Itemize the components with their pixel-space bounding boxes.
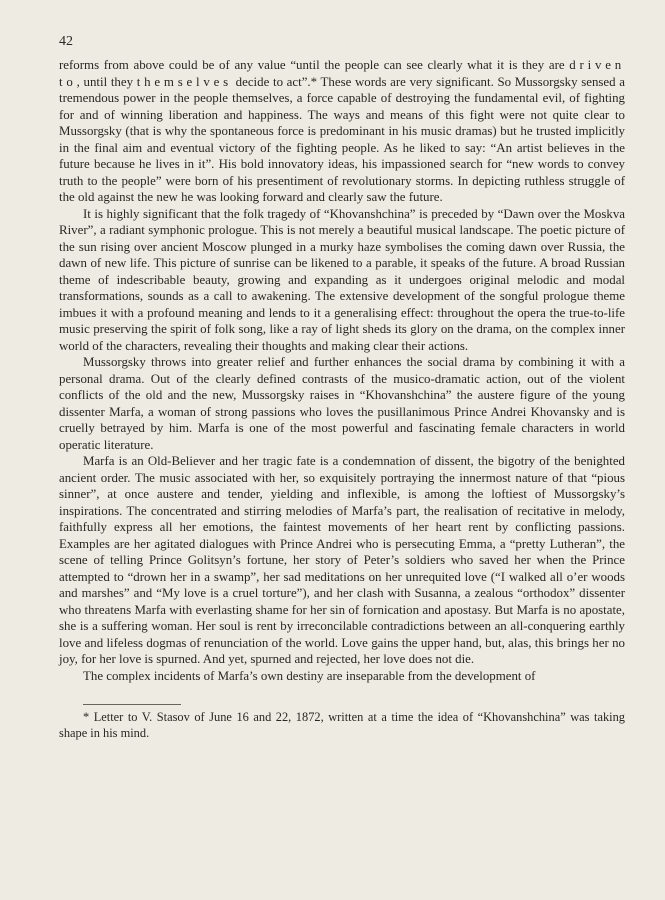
paragraph-4: Marfa is an Old-Believer and her tragic fate is a condemnation of dissent, the bigotry of the benighted ancient order. The music associated with her, so exquisitely portraying the innermost nature of that “pious sinner”, at once austere and tender, yielding and inflexible, is among the loftiest of Mussorgsky’s inspirations. The concentrated and stirring melodies of Marfa’s part, the realisation of recitative in melody, faithfully express all her emotions, the faintest movements of her heart rent by conflicting passions. Examples are her agitated dialogues with Prince Andrei who is persecuting Emma, a “pretty Lutheran”, the scene of telling Prince Golitsyn’s fortune, her story of Peter’s soldiers who saved her when the Prince attempted to “drown her in a swamp”, her sad meditations on her unrequited love (“I walked all o’er woods and marshes” and “My love is a cruel torture”), and her clash with Susanna, a zealous “orthodox” dissenter who threatens Marfa with everlasting shame for her sin of fornication and apostasy. But Marfa is no apostate, she is a suffering woman. Her soul is rent by irreconcilable contradictions between an all-conquering earthly love and lifeless dogmas of renunciation of the world. Love gains the upper hand, but, alas, this brings her no joy, for her love is spurned. And yet, spurned and rejected, her love does not die.: [59, 454, 625, 666]
body-text: [59, 57, 625, 684]
paragraph-1: [59, 57, 625, 206]
footnote-divider: [83, 704, 181, 705]
spaced-emphasis-driven-to: driven to: [59, 58, 625, 89]
page-number: 42: [59, 34, 73, 49]
paragraph-1-text-c: decide to act”.* These words are very significant. So Mussorgsky sensed a tremendous power in the people themselves, a force capable of destroying the fundamental evil, of fighting for and of winning liberation and happiness. The ways and means of this fight were not quite clear to Mussorgsky (that is why the spontaneous force is predominant in his music dramas) but he trusted implicitly in the final aim and eventual victory of the fighting people. As he liked to say: “An artist believes in the future because he lives in it”. His bold innovatory ideas, his impassioned search for “new words to convey truth to the people” were born of his presentiment of revolutionary storms. In depicting ruthless struggle of the old against the new he was looking forward and clearly saw the future.: [59, 74, 625, 204]
paragraph-1-text-a: reforms from above could be of any value “until the people can see clearly what it is they are: [59, 58, 570, 72]
paragraph-5: The complex incidents of Marfa’s own destiny are inseparable from the development of: [83, 668, 536, 683]
paragraph-2: It is highly significant that the folk tragedy of “Khovanshchina” is preceded by “Dawn over the Moskva River”, a radiant symphonic prologue. This is not merely a beautiful musical landscape. The poetic picture of the sun rising over ancient Moscow plunged in a murky haze symbolises the coming dawn over Russia, the dawn of new life. This picture of sunrise can be likened to a parable, it speaks of the future. A broad Russian theme of indescribable beauty, growing and expanding as it undergoes original melodic and modal transformations, sounds as a call to awakening. The extensive development of the songful prologue theme imbues it with a profound meaning and lends to it a generalising effect: throughout the opera the true-to-life music preserving the spirit of folk song, like a ray of light sheds its glory on the drama, on the complex inner world of the characters, revealing their thoughts and making clear their actions.: [59, 206, 625, 353]
footnote: * Letter to V. Stasov of June 16 and 22, 1872, written at a time the idea of “Khovanshchina” was taking shape in his mind.: [59, 710, 625, 740]
spaced-emphasis-themselves: themselves: [136, 74, 232, 89]
paragraph-3: Mussorgsky throws into greater relief and further enhances the social drama by combining it with a personal drama. Out of the clearly defined contrasts of the musico-dramatic action, out of the violent conflicts of the old and the new, Mussorgsky raises in “Khovanshchina” the austere figure of the young dissenter Marfa, a woman of strong passions who loves the pusillanimous Prince Andrei Khovansky and is cruelly betrayed by him. Marfa is one of the most powerful and fascinating female characters in world operatic literature.: [59, 355, 625, 452]
paragraph-1-text-b: , until they: [76, 74, 137, 89]
